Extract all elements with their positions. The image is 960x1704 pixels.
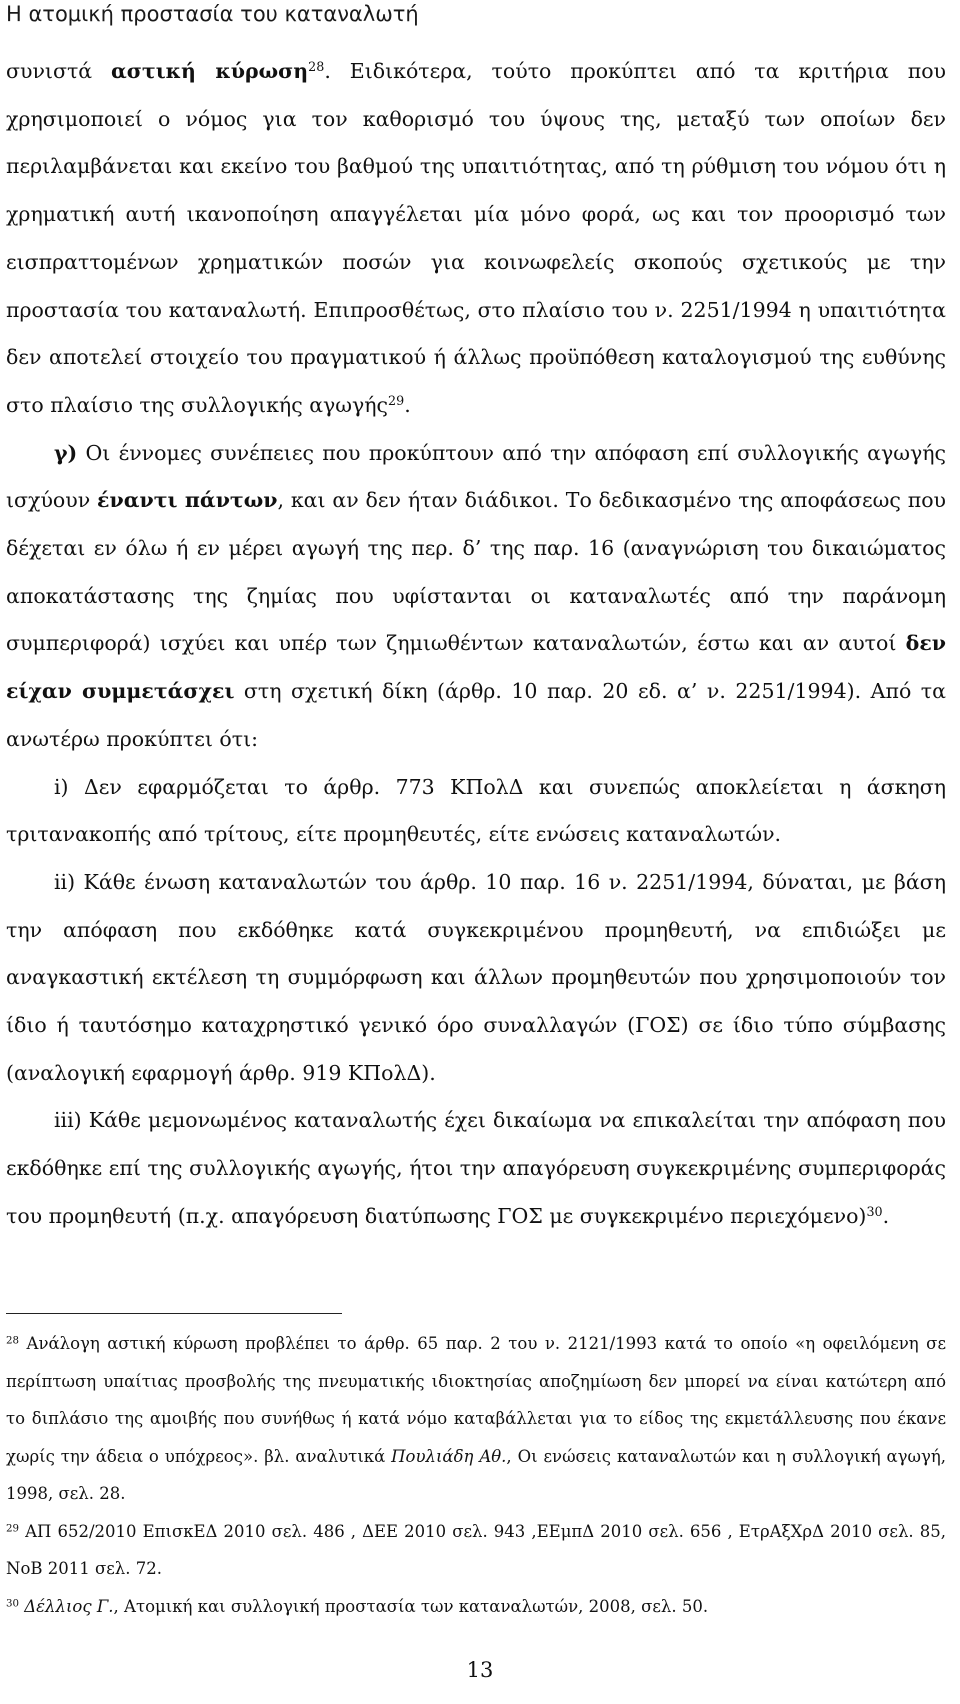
text-run: iii) Κάθε μεμονωμένος καταναλωτής έχει δικαίωμα να επικαλείται την απόφαση που εκδόθηκε επί της συλλογικής αγωγής, ήτοι την απαγόρευση συγκεκριμένης συμπεριφοράς του προμηθευτή (π.χ. απαγόρευση διατύπωσης ΓΟΣ με συγκεκριμένο περιεχόμενο) — [6, 1108, 946, 1228]
footnote-number: 29 — [6, 1522, 20, 1534]
text-run: , Ατομική και συλλογική προστασία των καταναλωτών, 2008, σελ. 50. — [113, 1596, 709, 1616]
body-text — [6, 48, 946, 1241]
paragraph-civil-sanction — [6, 48, 946, 430]
text-run: Οι έννομες συνέπειες που προκύπτουν από την απόφαση επί συλλογικής αγωγής ισχύουν — [6, 440, 946, 513]
footnote-ref-30[interactable]: 30 — [866, 1203, 883, 1219]
footnote-29 — [6, 1513, 946, 1588]
page-number: 13 — [466, 1658, 494, 1682]
section-marker: γ) — [54, 440, 78, 465]
footnote-30 — [6, 1588, 946, 1626]
author-name: Δέλλιος Γ. — [24, 1596, 114, 1616]
paragraph-point-ii: ii) Κάθε ένωση καταναλωτών του άρθρ. 10 παρ. 16 ν. 2251/1994, δύναται, με βάση την απόφαση που εκδόθηκε κατά συγκεκριμένου προμηθευτή, να επιδιώξει με αναγκαστική εκτέλεση τη συμμόρφωση και άλλων προμηθευτών που χρησιμοποιούν τον ίδιο ή ταυτόσημο καταχρηστικό γενικό όρο συναλλαγών (ΓΟΣ) σε ίδιο τύπο σύμβασης (αναλογική εφαρμογή άρθρ. 919 ΚΠολΔ). — [6, 869, 946, 1085]
author-name: Πουλιάδη Αθ. — [391, 1446, 507, 1466]
footnote-separator — [6, 1313, 342, 1314]
text-run: , και αν δεν ήταν διάδικοι. Το δεδικασμένο της αποφάσεως που δέχεται εν όλω ή εν μέρει αγωγή της περ. δ’ της παρ. 16 (αναγνώριση του δικαιώματος αποκατάστασης της ζημίας που υφίστανται οι καταναλωτές από την παράνομη συμπεριφορά) ισχύει και υπέρ των ζημιωθέντων καταναλωτών, έστω και αν αυτοί — [6, 488, 947, 656]
text-run: . Ειδικότερα, τούτο προκύπτει από τα κριτήρια που χρησιμοποιεί ο νόμος για τον καθορισμό του ύψους της, μεταξύ των οποίων δεν περιλαμβάνεται και εκείνο του βαθμού της υπαιτιότητας, από τη ρύθμιση του νόμου ότι η χρηματική αυτή ικανοποίηση απαγγέλεται μία μόνο φορά, ως και τον προορισμό των εισπραττομένων χρηματικών ποσών για κοινωφελείς σκοπούς σχετικούς με την προστασία του καταναλωτή. Επιπροσθέτως, στο πλαίσιο του ν. 2251/1994 η υπαιτιότητα δεν αποτελεί στοιχείο του πραγματικού ή άλλως προϋπόθεση καταλογισμού της ευθύνης στο πλαίσιο της συλλογικής αγωγής — [6, 59, 946, 417]
text-run: Ανάλογη αστική κύρωση προβλέπει το άρθρ. 65 παρ. 2 του ν. 2121/1993 κατά το οποίο «η οφειλόμενη σε περίπτωση υπαίτιας προσβολής της πνευματικής ιδιοκτησίας αποζημίωση δεν μπορεί να είναι κατώτερη από το διπλάσιο της αμοιβής που συνήθως ή κατά νόμο καταβάλλεται για το είδος της εκμετάλλευσης που έκανε χωρίς την άδεια ο υπόχρεος». βλ. αναλυτικά — [6, 1334, 946, 1466]
bold-term: δεν είχαν συμμετάσχει — [6, 631, 946, 704]
text-run: ΑΠ 652/2010 ΕπισκΕΔ 2010 σελ. 486 , ΔΕΕ 2010 σελ. 943 ,ΕΕμπΔ 2010 σελ. 656 , ΕτρΑξΧρΔ 2010 σελ. 85, ΝοΒ 2011 σελ. 72. — [6, 1521, 946, 1578]
text-run: συνιστά — [6, 59, 112, 83]
text-run: στη σχετική δίκη (άρθρ. 10 παρ. 20 εδ. α’ ν. 2251/1994). Από τα ανωτέρω προκύπτει ότι: — [6, 679, 946, 751]
running-header: Η ατομική προστασία του καταναλωτή — [6, 2, 419, 26]
text-run: . — [404, 392, 411, 417]
footnote-number: 30 — [6, 1597, 20, 1609]
paragraph-point-i: i) Δεν εφαρμόζεται το άρθρ. 773 ΚΠολΔ και συνεπώς αποκλείεται η άσκηση τριτανακοπής από τρίτους, είτε προμηθευτές, είτε ενώσεις καταναλωτών. — [6, 774, 946, 847]
bold-term: αστική κύρωση — [111, 59, 309, 83]
text-run: . — [882, 1203, 890, 1228]
footnote-ref-28[interactable]: 28 — [308, 59, 325, 75]
footnotes — [6, 1325, 946, 1625]
bold-term: έναντι πάντων — [97, 488, 278, 513]
text-run: , Οι ενώσεις καταναλωτών και η συλλογική αγωγή, 1998, σελ. 28. — [6, 1446, 946, 1503]
footnote-ref-29[interactable]: 29 — [388, 392, 405, 408]
footnote-number: 28 — [6, 1335, 20, 1347]
paragraph-gamma — [6, 430, 946, 764]
paragraph-point-iii — [6, 1097, 946, 1240]
footnote-28 — [6, 1325, 946, 1513]
